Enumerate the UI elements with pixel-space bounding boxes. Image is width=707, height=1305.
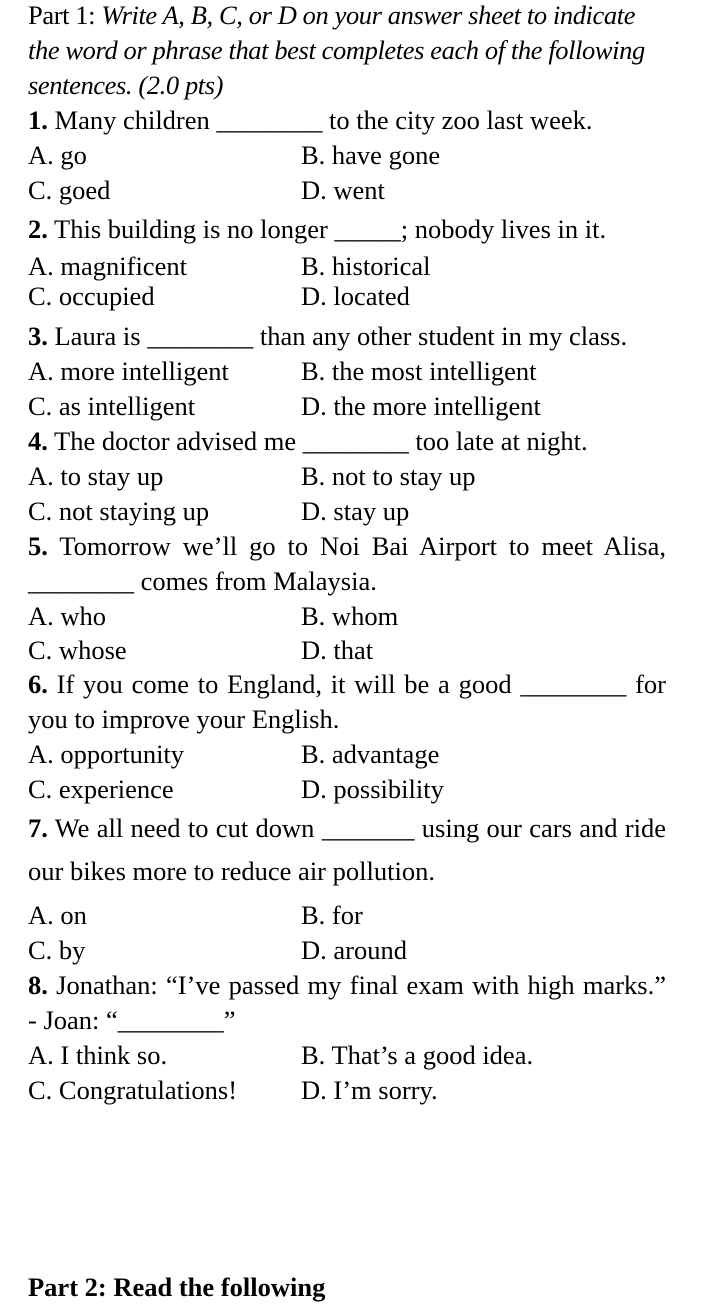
option-c: C. as intelligent [28, 391, 196, 421]
question-number: 3. [28, 321, 48, 351]
option-b: B. for [301, 900, 363, 930]
question-4 [28, 424, 666, 459]
option-a: A. opportunity [28, 739, 185, 769]
option-d: D. that [301, 635, 374, 665]
options-3 [28, 354, 666, 424]
options-6 [28, 737, 666, 807]
options-5 [28, 599, 666, 667]
option-a: A. to stay up [28, 461, 164, 491]
question-text: Many children ________ to the city zoo last week. [47, 105, 593, 135]
option-a: A. I think so. [28, 1040, 168, 1070]
question-text: Jonathan: “I’ve passed my final exam with high marks.” - Joan: “________” [28, 970, 666, 1035]
question-number: 2. [28, 214, 48, 244]
options-8 [28, 1038, 666, 1108]
option-c: C. whose [28, 635, 127, 665]
option-d: D. around [301, 935, 407, 965]
option-c: C. not staying up [28, 496, 210, 526]
question-text: We all need to cut down _______ using our cars and ride our bikes more to reduce air pollution. [28, 813, 666, 886]
question-text: Tomorrow we’ll go to Noi Bai Airport to meet Alisa, ________ comes from Malaysia. [28, 531, 666, 596]
question-number: 7. [28, 813, 48, 843]
option-c: C. experience [28, 774, 174, 804]
question-number: 4. [28, 426, 48, 456]
option-b: B. advantage [301, 739, 440, 769]
instruction-text: Write A, B, C, or D on your answer sheet to indicate the word or phrase that best completes each of the following sentences. (2.0 pts) [28, 0, 645, 100]
question-7 [28, 807, 666, 893]
option-a: A. who [28, 601, 107, 631]
question-number: 6. [28, 669, 48, 699]
options-2 [28, 251, 666, 311]
option-c: C. Congratulations! [28, 1075, 238, 1105]
option-b: B. historical [301, 251, 431, 281]
options-1 [28, 138, 666, 208]
option-a: A. more intelligent [28, 356, 229, 386]
question-number: 1. [28, 105, 48, 135]
option-d: D. located [301, 281, 410, 311]
option-d: D. I’m sorry. [301, 1075, 438, 1105]
next-part-heading-cut: Part 2: Read the following [28, 1272, 326, 1302]
option-d: D. went [301, 175, 385, 205]
question-text: If you come to England, it will be a good ________ for you to improve your English. [28, 669, 666, 734]
option-c: C. occupied [28, 281, 155, 311]
option-b: B. whom [301, 601, 399, 631]
option-b: B. not to stay up [301, 461, 476, 491]
option-b: B. the most intelligent [301, 356, 537, 386]
option-d: D. stay up [301, 496, 410, 526]
question-number: 8. [28, 970, 48, 1000]
option-a: A. on [28, 900, 87, 930]
option-c: C. goed [28, 175, 111, 205]
option-c: C. by [28, 935, 86, 965]
option-a: A. go [28, 140, 87, 170]
option-b: B. That’s a good idea. [301, 1040, 534, 1070]
options-4 [28, 459, 666, 529]
question-2 [28, 208, 666, 251]
option-a: A. magnificent [28, 251, 187, 281]
question-5 [28, 529, 666, 599]
question-text: The doctor advised me ________ too late at night. [47, 426, 588, 456]
option-d: D. possibility [301, 774, 444, 804]
worksheet-page [28, 0, 666, 1108]
question-8 [28, 968, 666, 1038]
question-1 [28, 103, 666, 138]
options-7 [28, 898, 666, 968]
option-d: D. the more intelligent [301, 391, 541, 421]
option-b: B. have gone [301, 140, 441, 170]
part-label: Part 1: [28, 0, 102, 30]
question-3 [28, 319, 666, 354]
question-6 [28, 667, 666, 737]
part-instruction [28, 0, 666, 103]
question-number: 5. [28, 531, 48, 561]
question-text: This building is no longer _____; nobody lives in it. [47, 214, 607, 244]
question-text: Laura is ________ than any other student in my class. [47, 321, 628, 351]
